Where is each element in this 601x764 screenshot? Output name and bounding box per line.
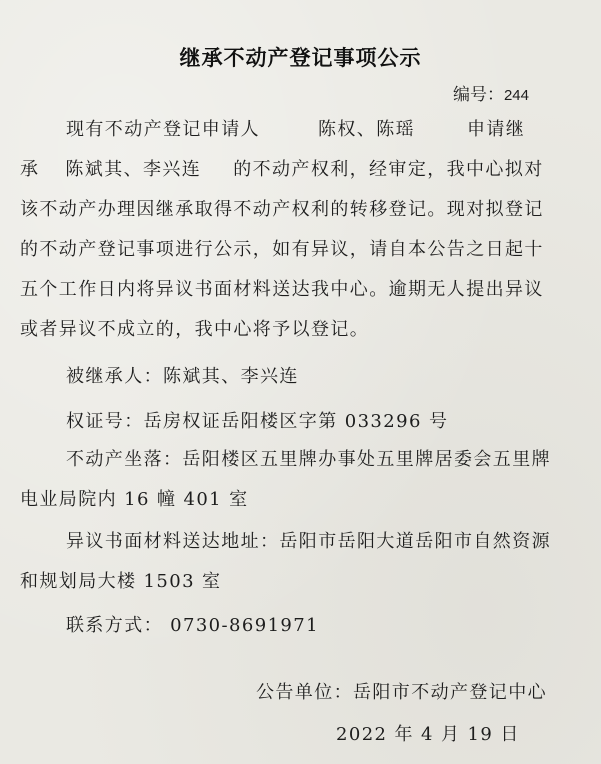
intro-line-3: 该不动产办理因继承取得不动产权利的转移登记。现对拟登记 (20, 199, 544, 220)
issuer-line: 公告单位：岳阳市不动产登记中心 (256, 682, 547, 703)
location-line-1: 不动产坐落：岳阳楼区五里牌办事处五里牌居委会五里牌 (66, 449, 551, 470)
intro-line-1-suffix: 申请继 (467, 119, 526, 140)
intro-line-2-prefix: 承 (20, 159, 40, 180)
date-line: 2022 年 4 月 19 日 (336, 724, 520, 745)
intro-line-6: 或者异议不成立的，我中心将予以登记。 (20, 319, 370, 340)
contact-line: 联系方式： 0730-8691971 (66, 615, 319, 636)
intro-line-1 (66, 118, 525, 142)
decedent-line: 被继承人：陈斌其、李兴连 (66, 366, 299, 387)
serial-value: 244 (503, 87, 529, 104)
applicants-names: 陈权、陈瑶 (318, 119, 415, 140)
intro-line-4: 的不动产登记事项进行公示，如有异议，请自本公告之日起十 (20, 239, 544, 260)
objection-address-line-2: 和规划局大楼 1503 室 (20, 571, 222, 592)
intro-line-2 (20, 158, 544, 182)
serial-number (453, 80, 529, 105)
intro-line-2-suffix: 的不动产权利，经审定，我中心拟对 (233, 159, 544, 180)
decedents-inline: 陈斌其、李兴连 (65, 159, 202, 180)
intro-line-1-prefix: 现有不动产登记申请人 (66, 119, 260, 140)
objection-address-line-1: 异议书面材料送达地址：岳阳市岳阳大道岳阳市自然资源 (66, 531, 551, 552)
certificate-line: 权证号：岳房权证岳阳楼区字第 033296 号 (66, 411, 449, 432)
serial-label: 编号： (452, 85, 504, 105)
notice-title: 继承不动产登记事项公示 (179, 46, 422, 70)
intro-line-5: 五个工作日内将异议书面材料送达我中心。逾期无人提出异议 (20, 279, 544, 300)
location-line-2: 电业局院内 16 幢 401 室 (20, 489, 249, 510)
